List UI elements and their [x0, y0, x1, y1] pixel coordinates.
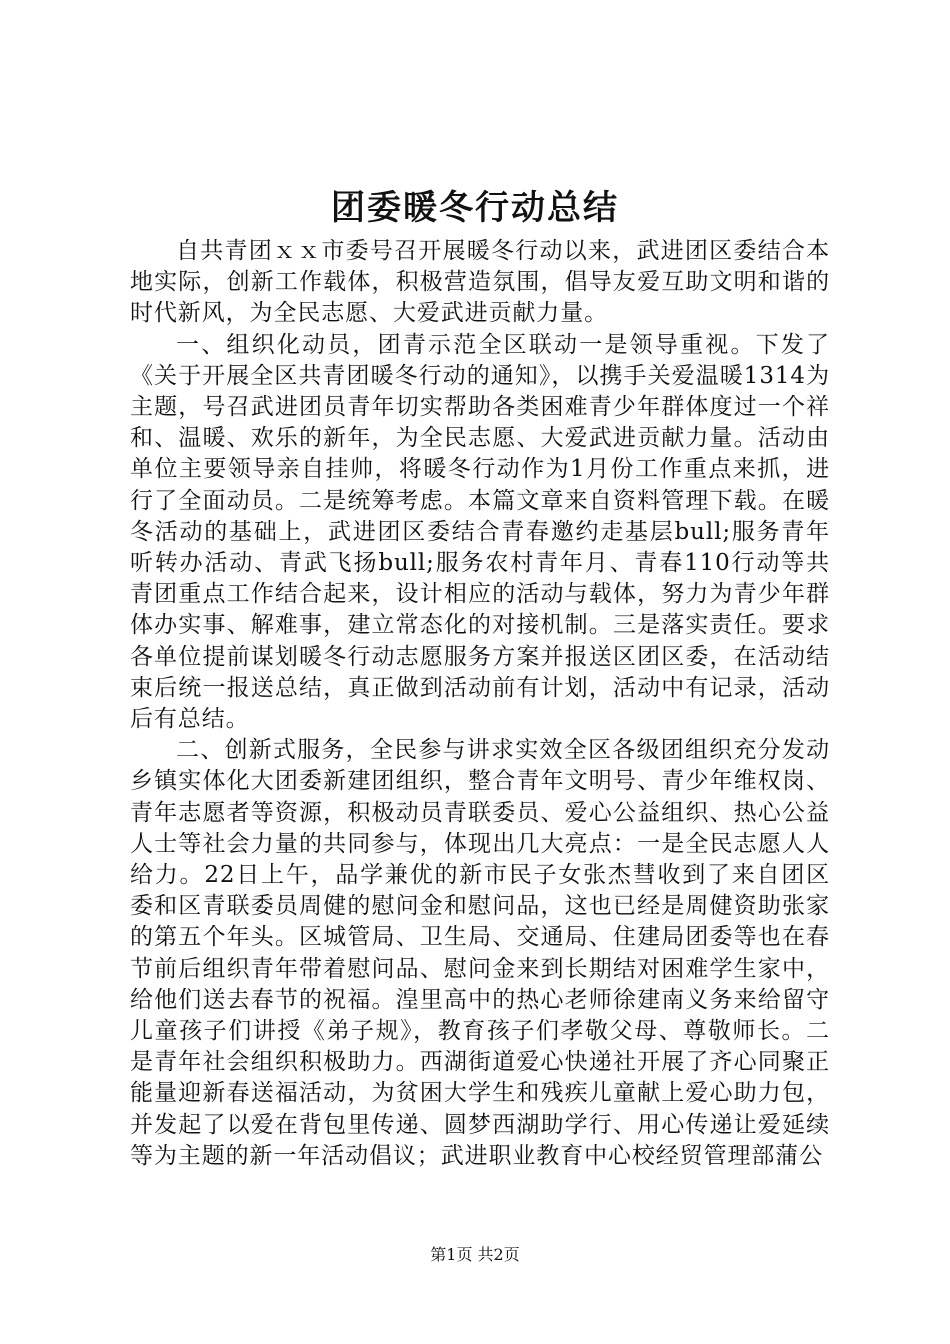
paragraph-intro: 自共青团ｘｘ市委号召开展暖冬行动以来，武进团区委结合本地实际，创新工作载体，积极营造氛围，倡导友爱互助文明和谐的时代新风，为全民志愿、大爱武进贡献力量。	[130, 238, 830, 327]
paragraph-section-one: 一、组织化动员，团青示范全区联动一是领导重视。下发了《关于开展全区共青团暖冬行动的通知》，以携手关爱温暖1314为主题，号召武进团员青年切实帮助各类困难青少年群体度过一个祥和、温暖、欢乐的新年，为全民志愿、大爱武进贡献力量。活动由单位主要领导亲自挂帅，将暖冬行动作为1月份工作重点来抓，进行了全面动员。二是统筹考虑。本篇文章来自资料管理下载。在暖冬活动的基础上，武进团区委结合青春邀约走基层bull;服务青年听转办活动、青武飞扬bull;服务农村青年月、青春110行动等共青团重点工作结合起来，设计相应的活动与载体，努力为青少年群体办实事、解难事，建立常态化的对接机制。三是落实责任。要求各单位提前谋划暖冬行动志愿服务方案并报送区团区委，在活动结束后统一报送总结，真正做到活动前有计划，活动中有记录，活动后有总结。	[130, 331, 830, 733]
page-footer: 第1页 共2页	[430, 1245, 520, 1264]
document-title: 团委暖冬行动总结	[331, 188, 619, 228]
paragraph-section-two: 二、创新式服务，全民参与讲求实效全区各级团组织充分发动乡镇实体化大团委新建团组织，整合青年文明号、青少年维权岗、青年志愿者等资源，积极动员青联委员、爱心公益组织、热心公益人士等社会力量的共同参与，体现出几大亮点：一是全民志愿人人给力。22日上午，品学兼优的新市民子女张杰彗收到了来自团区委和区青联委员周健的慰问金和慰问品，这也已经是周健资助张家的第五个年头。区城管局、卫生局、交通局、住建局团委等也在春节前后组织青年带着慰问品、慰问金来到长期结对困难学生家中，给他们送去春节的祝福。湟里高中的热心老师徐建南义务来给留守儿童孩子们讲授《弟子规》，教育孩子们孝敬父母、尊敬师长。二是青年社会组织积极助力。西湖街道爱心快递社开展了齐心同聚正能量迎新春送福活动，为贫困大学生和残疾儿童献上爱心助力包，并发起了以爱在背包里传递、圆梦西湖助学行、用心传递让爱延续等为主题的新一年活动倡议；武进职业教育中心校经贸管理部蒲公	[130, 737, 830, 1169]
document-body	[130, 236, 830, 1172]
